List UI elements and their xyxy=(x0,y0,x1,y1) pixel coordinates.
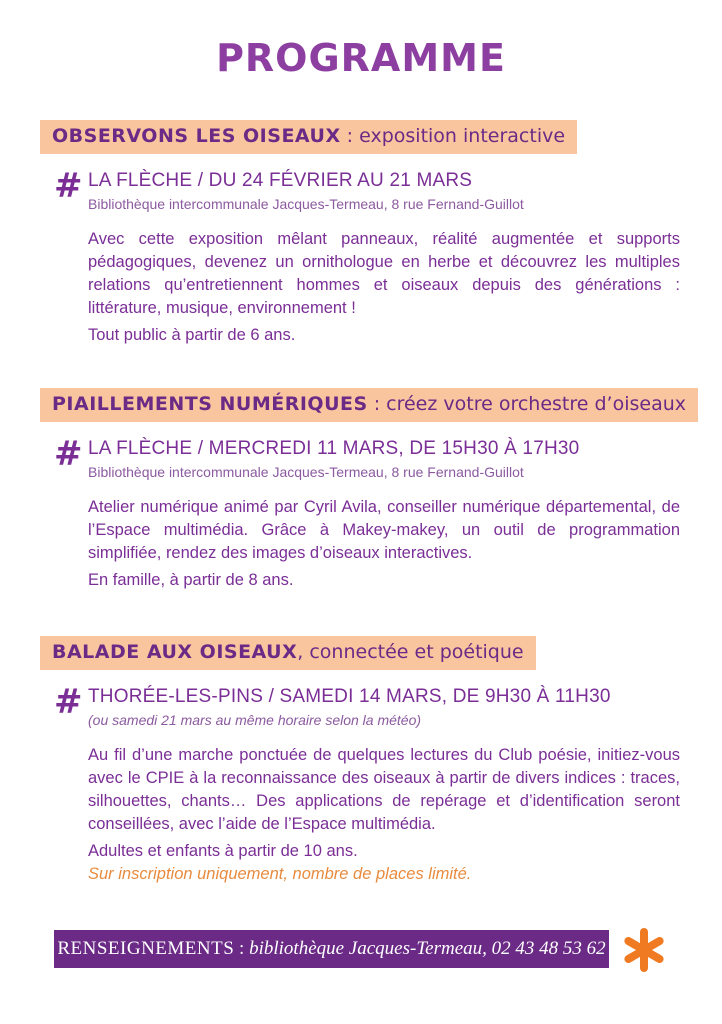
banner-title: OBSERVONS LES OISEAUX xyxy=(52,125,341,147)
section-exposition xyxy=(40,120,680,345)
banner-subtitle: connectée et poétique xyxy=(309,641,524,663)
banner-subtitle: exposition interactive xyxy=(359,125,566,147)
section-banner xyxy=(40,388,698,422)
event-audience: Tout public à partir de 6 ans. xyxy=(88,326,296,344)
section-banner xyxy=(40,636,536,670)
event-block xyxy=(40,166,680,345)
event-venue: Bibliothèque intercommunale Jacques-Termeau, 8 rue Fernand-Guillot xyxy=(88,464,524,480)
info-contact: bibliothèque Jacques-Termeau, 02 43 48 53 62 xyxy=(249,938,606,959)
event-description: Atelier numérique animé par Cyril Avila, conseiller numérique départemental, de l’Espace multimédia. Grâce à Makey-makey, un outil de programmation simplifiée, rendez des images d’oiseaux interactives. xyxy=(88,498,680,562)
section-balade xyxy=(40,636,680,884)
banner-title: PIAILLEMENTS NUMÉRIQUES xyxy=(52,393,368,415)
banner-separator: : xyxy=(367,393,387,415)
info-bar xyxy=(54,930,609,968)
event-venue-note: (ou samedi 21 mars au même horaire selon la météo) xyxy=(88,712,422,728)
event-heading: THORÉE-LES-PINS / SAMEDI 14 MARS, DE 9H30 À 11H30 xyxy=(88,686,611,707)
info-label: RENSEIGNEMENTS xyxy=(57,938,235,959)
banner-separator: , xyxy=(297,641,310,663)
section-banner xyxy=(40,120,577,154)
registration-note: Sur inscription uniquement, nombre de places limité. xyxy=(88,865,472,883)
asterisk-icon xyxy=(622,928,666,972)
event-audience: En famille, à partir de 8 ans. xyxy=(88,571,294,589)
event-block xyxy=(40,434,680,590)
event-block xyxy=(40,682,680,884)
banner-title: BALADE AUX OISEAUX xyxy=(52,641,298,663)
page-title: PROGRAMME xyxy=(216,36,506,80)
event-description: Au fil d’une marche ponctuée de quelques lectures du Club poésie, initiez-vous avec le CPIE à la reconnaissance des oiseaux à partir de divers indices : traces, silhouettes, chants… Des applications de repérage et d’identification seront conseillées, avec l’aide de l’Espace multimédia. xyxy=(88,746,680,833)
section-atelier xyxy=(40,388,687,590)
info-separator: : xyxy=(234,938,250,959)
event-venue: Bibliothèque intercommunale Jacques-Termeau, 8 rue Fernand-Guillot xyxy=(88,196,524,212)
banner-separator: : xyxy=(340,125,360,147)
hash-icon: # xyxy=(54,166,83,206)
event-audience: Adultes et enfants à partir de 10 ans. xyxy=(88,842,358,860)
event-description: Avec cette exposition mêlant panneaux, réalité augmentée et supports pédagogiques, devenez un ornithologue en herbe et découvrez les multiples relations qu’entretiennent hommes et oiseaux depuis des générations : littérature, musique, environnement ! xyxy=(88,230,680,317)
hash-icon: # xyxy=(54,434,83,474)
banner-subtitle: créez votre orchestre d’oiseaux xyxy=(386,393,687,415)
event-heading: LA FLÈCHE / MERCREDI 11 MARS, DE 15H30 À 17H30 xyxy=(88,438,580,459)
event-heading: LA FLÈCHE / DU 24 FÉVRIER AU 21 MARS xyxy=(88,170,473,191)
hash-icon: # xyxy=(54,682,83,722)
